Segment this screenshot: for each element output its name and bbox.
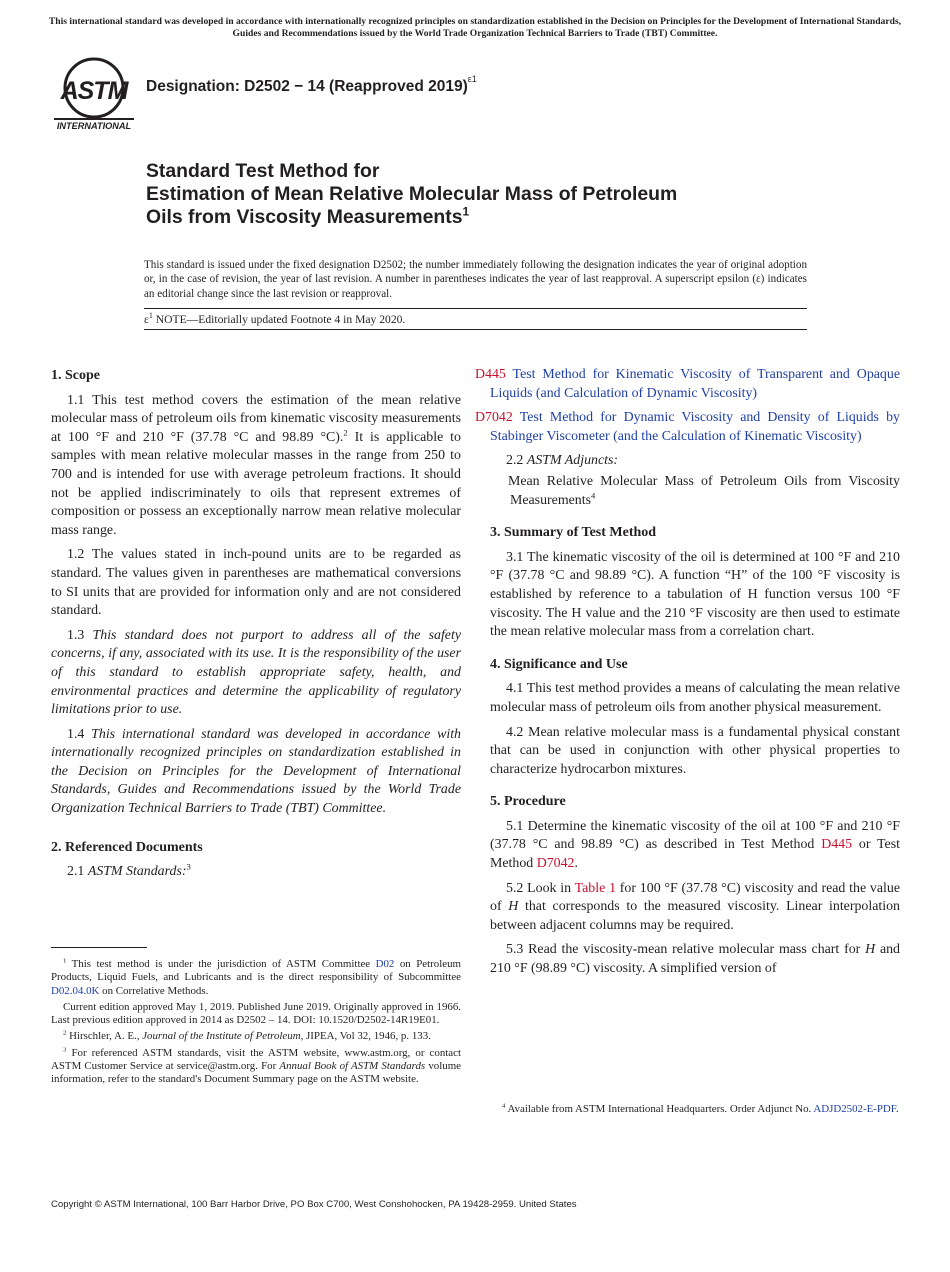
designation-text: Designation: D2502 − 14 (Reapproved 2019) [146, 78, 468, 95]
copyright-footer: Copyright © ASTM International, 100 Barr Harbor Drive, PO Box C700, West Conshohocken, PA 19428-2959. United States [51, 1199, 577, 1210]
adjunct-order-link[interactable]: ADJD2502-E-PDF [813, 1103, 896, 1115]
paragraph-2-1 [51, 863, 461, 882]
paragraph-1-3 [51, 627, 461, 720]
fn2-text-end: , JIPEA, Vol 32, 1946, p. 133. [300, 1030, 431, 1043]
adjunct-title: Mean Relative Molecular Mass of Petroleum Oils from Viscosity Measurements [508, 473, 900, 508]
designation-superscript: ε1 [467, 73, 477, 84]
epsilon-superscript: 1 [148, 311, 153, 321]
section-heading-referenced-documents: 2. Referenced Documents [51, 839, 203, 855]
p5-2-text-end: that corresponds to the measured viscosity. Linear interpolation between adjacent columns may be required. [490, 899, 900, 933]
p1-4-text: This international standard was developed in accordance with internationally recognized principles on standardization established in the Decision on Principles for the Development of International Standards, Guides and Recommendations issued by the World Trade Organization Technical Barriers to Trade (TBT) Committee. [51, 726, 461, 817]
paragraph-4-2: 4.2 Mean relative molecular mass is a fundamental physical constant that can be used in conjunction with other physical properties to characterize hydrocarbon mixtures. [490, 724, 900, 777]
footnote-2 [51, 1030, 461, 1043]
section-heading-significance: 4. Significance and Use [490, 656, 628, 672]
p5-1-text-cont: or Test Method [490, 837, 900, 872]
p1-3-text: This standard does not purport to address all of the safety concerns, if any, associated with its use. It is the responsibility of the user of this standard to establish appropriate safety, health, and environmental practices and determine the applicability of regulatory limitations prior to use. [51, 627, 461, 718]
paragraph-3-1: 3.1 The kinematic viscosity of the oil is determined at 100 °F and 210 °F (37.78 °C and 98.89 °C). A function “H” of the 100 °F viscosity is established by reference to a tabulation of H function versus 100 °F viscosity. The H value and the 210 °F viscosity are then used to estimate the mean relative molecular mass from a correlation chart. [490, 549, 900, 640]
fn1-text: This test method is under the jurisdiction of ASTM Committee [66, 958, 376, 970]
footnote-3 [51, 1047, 461, 1087]
p5-2-symbol: H [508, 899, 519, 915]
d445-link[interactable]: D445 [475, 367, 506, 382]
reference-d7042 [475, 409, 900, 446]
fn3-text: For referenced ASTM standards, visit the ASTM website, www.astm.org, or contact ASTM Customer Service at service@astm.org. For [51, 1046, 461, 1073]
right-column [475, 366, 900, 985]
designation [146, 73, 477, 96]
reference-d445 [475, 366, 900, 403]
title-line-3 [146, 206, 826, 229]
title-line-3-text: Oils from Viscosity Measurements [146, 206, 463, 228]
logo-subtext: INTERNATIONAL [56, 121, 132, 131]
paragraph-1-4 [51, 726, 461, 819]
p1-3-number: 1.3 [67, 627, 93, 643]
section-heading-scope: 1. Scope [51, 368, 100, 383]
issuance-statement: This standard is issued under the fixed designation D2502; the number immediately following the designation indicates the year of original adoption or, in the case of revision, the year of last revision. A number in parentheses indicates the year of last reapproval. A superscript epsilon (ε) indicates an editorial change since the last revision or reapproval. [144, 259, 807, 300]
fn2-number: 2 [63, 1029, 67, 1037]
logo-text: ASTM [60, 77, 128, 105]
footnote-ref-2: 2 [343, 427, 348, 438]
section-heading-summary: 3. Summary of Test Method [490, 525, 657, 541]
p1-1-text: 1.1 This test method covers the estimation of the mean relative molecular mass of petroleum oils from kinematic viscosity measurements at 100 °F and 210 °F (37.78 °C and 98.89 °C). [51, 392, 461, 445]
footnote-ref-3: 3 [186, 861, 191, 872]
p5-2-text: 5.2 Look in [506, 880, 575, 896]
title-line-2: Estimation of Mean Relative Molecular Mass of Petroleum [146, 183, 678, 205]
paragraph-5-1 [490, 818, 900, 874]
p5-3-text: 5.3 Read the viscosity-mean relative molecular mass chart for [506, 942, 866, 958]
p5-1-text: 5.1 Determine the kinematic viscosity of the oil at 100 °F and 210 °F (37.78 °C and 98.89 °C) as described in Test Method [490, 818, 900, 853]
adjunct-entry [510, 473, 900, 510]
fn3-book: Annual Book of ASTM Standards [279, 1060, 426, 1073]
fn3-text-end: volume information, refer to the standard's Document Summary page on the ASTM website. [51, 1060, 461, 1086]
paragraph-2-2 [490, 452, 900, 471]
paragraph-5-2 [490, 880, 900, 936]
p5-1-text-end: . [574, 856, 578, 872]
p2-1-text: ASTM Standards: [87, 864, 187, 880]
p2-1-number: 2.1 [67, 864, 88, 880]
p2-2-text: ASTM Adjuncts: [526, 453, 619, 469]
p5-3-text-end: and 210 °F (98.89 °C) viscosity. A simplified version of [490, 942, 900, 977]
document-title [146, 160, 826, 229]
footnotes-right [490, 1103, 900, 1119]
fn1-number: 1 [63, 957, 67, 965]
editorial-note-text: NOTE—Editorially updated Footnote 4 in May 2020. [152, 313, 406, 326]
d445-inline-link[interactable]: D445 [821, 837, 853, 853]
fn2-journal: Journal of the Institute of Petroleum [142, 1030, 301, 1043]
epsilon: ε [144, 313, 149, 326]
d7042-link[interactable]: D7042 [475, 410, 513, 426]
divider [144, 329, 807, 330]
p2-2-number: 2.2 [506, 453, 527, 469]
d445-title-link[interactable]: Test Method for Kinematic Viscosity of Transparent and Opaque Liquids (and Calculation of Dynamic Viscosity) [490, 367, 900, 401]
fn4-number: 4 [502, 1102, 506, 1110]
fn1-text-end: on Correlative Methods. [99, 984, 209, 997]
footnote-1-edition: Current edition approved May 1, 2019. Published June 2019. Originally approved in 1966. Last previous edition approved in 2014 as D2502 – 14. DOI: 10.1520/D2502-14R19E01. [51, 1000, 461, 1027]
paragraph-1-1 [51, 392, 461, 541]
paragraph-4-1: 4.1 This test method provides a means of calculating the mean relative molecular mass of petroleum oils from another physical measurement. [490, 681, 900, 715]
p5-2-text-cont: for 100 °F (37.78 °C) viscosity and read the value of [490, 880, 900, 915]
footnote-divider [51, 947, 147, 948]
footnotes-left [51, 958, 461, 1090]
section-heading-procedure: 5. Procedure [490, 794, 566, 810]
title-footnote-ref: 1 [462, 204, 470, 219]
footnote-4 [490, 1103, 900, 1116]
paragraph-1-2: 1.2 The values stated in inch-pound units are to be regarded as standard. The values given in parentheses are mathematical conversions to SI units that are provided for information only and are not considered standard. [51, 547, 461, 619]
fn4-text: Available from ASTM International Headquarters. Order Adjunct No. [505, 1103, 814, 1115]
p1-4-number: 1.4 [67, 726, 92, 742]
footnote-1 [51, 958, 461, 998]
d7042-title-link[interactable]: Test Method for Dynamic Viscosity and Density of Liquids by Stabinger Viscometer (and the Calculation of Kinematic Viscosity) [490, 410, 900, 444]
editorial-note [144, 313, 405, 326]
table-1-link[interactable]: Table 1 [574, 880, 617, 896]
astm-logo [54, 57, 134, 131]
title-line-1: Standard Test Method for [146, 160, 380, 182]
p1-1-text-cont: It is applicable to samples with mean relative molecular masses in the range from 250 to 700 and is intended for use with average petroleum fractions. It should not be applied indiscriminately to oils that represent extremes of composition or possess an exceptionally narrow mean relative molecular mass range. [51, 429, 461, 538]
fn4-text-end: . [896, 1103, 899, 1115]
paragraph-5-3 [490, 941, 900, 978]
wto-notice: This international standard was developed in accordance with internationally recognized principles on standardization established in the Decision on Principles for the Development of International Standards, Guides and Recommendations issued by the World Trade Organization Technical Barriers to Trade (TBT) Committee. [48, 16, 902, 39]
left-column [51, 367, 461, 888]
divider [144, 308, 807, 309]
fn3-number: 3 [63, 1046, 67, 1054]
d7042-inline-link[interactable]: D7042 [536, 856, 575, 872]
footnote-ref-4: 4 [591, 489, 596, 500]
committee-d02-link[interactable]: D02 [375, 958, 395, 970]
subcommittee-link[interactable]: D02.04.0K [51, 984, 100, 997]
p5-3-symbol: H [865, 942, 876, 958]
fn2-text: Hirschler, A. E., [66, 1030, 143, 1043]
fn1-text-cont: on Petroleum Products, Liquid Fuels, and Lubricants and is the direct responsibility of Subcommittee [51, 958, 461, 984]
